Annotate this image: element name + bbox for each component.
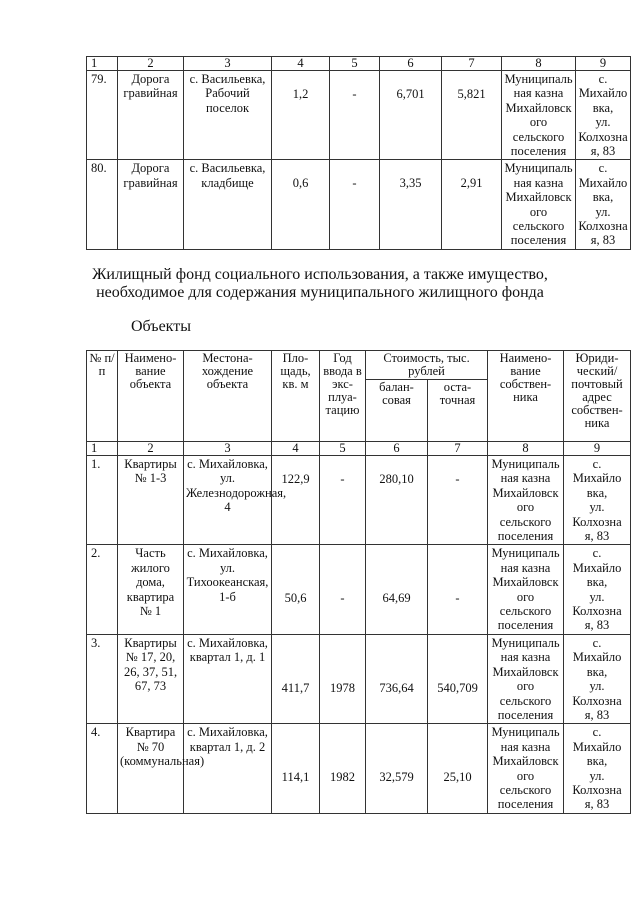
- col-number: 5: [330, 57, 380, 71]
- header-area: Пло-щадь, кв. м: [272, 351, 320, 442]
- col-number: 3: [184, 57, 272, 71]
- header-numbers-row: [87, 442, 631, 456]
- header-name: Наимено-вание объекта: [118, 351, 184, 442]
- object-location: с. Васильевка, кладбище: [184, 160, 272, 249]
- row-number: 1.: [87, 456, 118, 545]
- table-row: [87, 724, 631, 813]
- col-number: 1: [87, 442, 118, 456]
- object-area: 122,9: [272, 456, 320, 545]
- object-name: Дорога гравийная: [118, 160, 184, 249]
- owner-address: с. Михайло вка, ул. Колхозна я, 83: [564, 724, 631, 813]
- object-name: Дорога гравийная: [118, 71, 184, 160]
- object-area: 1,2: [272, 71, 330, 160]
- section-heading: [0, 266, 640, 302]
- object-location: с. Михайловка, квартал 1, д. 2: [184, 724, 272, 813]
- object-location: с. Васильевка, Рабочий поселок: [184, 71, 272, 160]
- object-name: Часть жилого дома, квартира № 1: [118, 545, 184, 634]
- residual-value: 540,709: [428, 634, 488, 723]
- row-number: 2.: [87, 545, 118, 634]
- owner-name: Муниципаль ная казна Михайловск ого сельского поселения: [488, 545, 564, 634]
- col-number: 3: [184, 442, 272, 456]
- housing-fund-table: [86, 350, 631, 814]
- object-name: Квартира № 70 (коммунальная): [118, 724, 184, 813]
- balance-value: 64,69: [366, 545, 428, 634]
- header-num: № п/п: [87, 351, 118, 442]
- row-number: 4.: [87, 724, 118, 813]
- col-number: 8: [502, 57, 576, 71]
- owner-address: с. Михайло вка, ул. Колхозна я, 83: [564, 545, 631, 634]
- col-number: 7: [428, 442, 488, 456]
- commission-year: -: [320, 456, 366, 545]
- header-address: [564, 351, 631, 442]
- owner-address: с. Михайло вка, ул. Колхозна я, 83: [564, 456, 631, 545]
- residual-value: 5,821: [442, 71, 502, 160]
- col-number: 7: [442, 57, 502, 71]
- col-number: 1: [87, 57, 118, 71]
- commission-year: 1982: [320, 724, 366, 813]
- object-name: Квартиры № 17, 20, 26, 37, 51, 67, 73: [118, 634, 184, 723]
- table-row: [87, 545, 631, 634]
- top-header-numbers-row: [87, 57, 631, 71]
- header-location: Местона-хождение объекта: [184, 351, 272, 442]
- owner-address: с. Михайло вка, ул. Колхозна я, 83: [564, 634, 631, 723]
- header-cost: Стоимость, тыс. рублей: [366, 351, 488, 380]
- object-location: с. Михайловка, ул. Железнодорожная, 4: [184, 456, 272, 545]
- col-number: 5: [320, 442, 366, 456]
- col-number: 9: [564, 442, 631, 456]
- row-number: 79.: [87, 71, 118, 160]
- balance-value: 6,701: [380, 71, 442, 160]
- col-number: 2: [118, 57, 184, 71]
- owner-address: с. Михайло вка, ул. Колхозна я, 83: [576, 160, 631, 249]
- objects-label: Объекты: [131, 318, 191, 335]
- balance-value: 736,64: [366, 634, 428, 723]
- owner-name: Муниципаль ная казна Михайловск ого сельского поселения: [502, 71, 576, 160]
- col-number: 2: [118, 442, 184, 456]
- col-number: 8: [488, 442, 564, 456]
- object-location: с. Михайловка, ул. Тихоокеанская, 1-б: [184, 545, 272, 634]
- residual-value: 25,10: [428, 724, 488, 813]
- owner-address: с. Михайло вка, ул. Колхозна я, 83: [576, 71, 631, 160]
- object-location: с. Михайловка, квартал 1, д. 1: [184, 634, 272, 723]
- table-row: [87, 71, 631, 160]
- owner-name: Муниципаль ная казна Михайловск ого сельского поселения: [488, 724, 564, 813]
- col-number: 6: [366, 442, 428, 456]
- section-heading-line: Жилищный фонд социального использования, а также имущество,: [92, 266, 548, 283]
- residual-value: 2,91: [442, 160, 502, 249]
- owner-name: Муниципаль ная казна Михайловск ого сельского поселения: [502, 160, 576, 249]
- col-number: 6: [380, 57, 442, 71]
- header-year: Год ввода в экс-плуа-тацию: [320, 351, 366, 442]
- object-area: 411,7: [272, 634, 320, 723]
- top-property-table: [86, 56, 631, 250]
- col-number: 9: [576, 57, 631, 71]
- col-number: 4: [272, 57, 330, 71]
- owner-name: Муниципаль ная казна Михайловск ого сельского поселения: [488, 456, 564, 545]
- header-residual: оста-точная: [428, 380, 488, 442]
- residual-value: -: [428, 456, 488, 545]
- owner-name: Муниципаль ная казна Михайловск ого сельского поселения: [488, 634, 564, 723]
- section-heading-line: необходимое для содержания муниципального жилищного фонда: [96, 284, 544, 301]
- row-number: 3.: [87, 634, 118, 723]
- table-row: [87, 634, 631, 723]
- commission-year: -: [320, 545, 366, 634]
- commission-year: -: [330, 71, 380, 160]
- table-row: [87, 456, 631, 545]
- balance-value: 280,10: [366, 456, 428, 545]
- header-address-text: Юриди-ческий/ почтовый адрес собствен-ника: [571, 352, 623, 430]
- header-row: [87, 351, 631, 380]
- commission-year: 1978: [320, 634, 366, 723]
- object-name: Квартиры № 1-3: [118, 456, 184, 545]
- row-number: 80.: [87, 160, 118, 249]
- residual-value: -: [428, 545, 488, 634]
- header-owner: Наимено-вание собствен-ника: [488, 351, 564, 442]
- object-area: 50,6: [272, 545, 320, 634]
- col-number: 4: [272, 442, 320, 456]
- object-area: 114,1: [272, 724, 320, 813]
- table-row: [87, 160, 631, 249]
- balance-value: 32,579: [366, 724, 428, 813]
- header-balance: балан-совая: [366, 380, 428, 442]
- balance-value: 3,35: [380, 160, 442, 249]
- commission-year: -: [330, 160, 380, 249]
- object-area: 0,6: [272, 160, 330, 249]
